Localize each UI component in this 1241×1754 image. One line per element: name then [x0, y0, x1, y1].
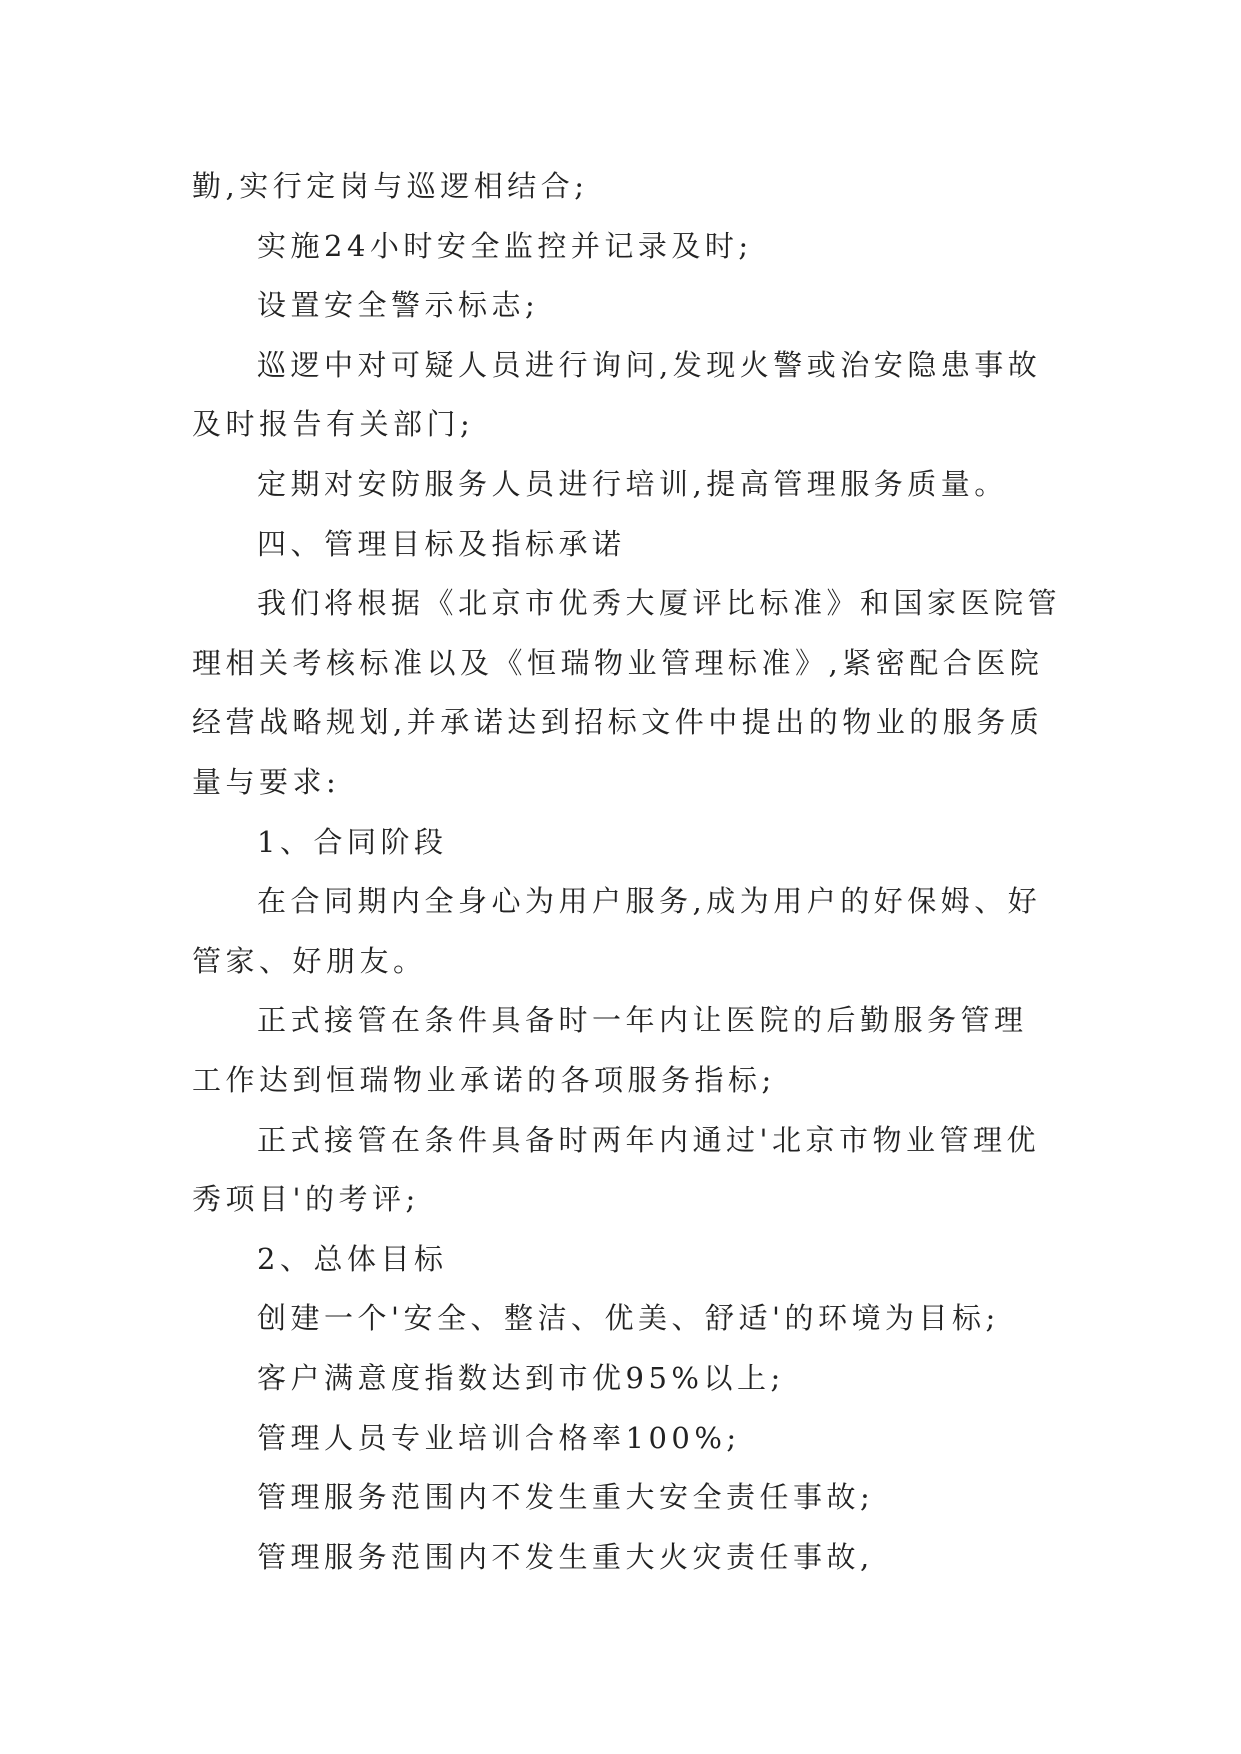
text-line: 管家、好朋友。 [192, 944, 427, 978]
text-line: 秀项目'的考评; [192, 1182, 420, 1216]
text-line: 定期对安防服务人员进行培训,提高管理服务质量。 [257, 467, 1008, 501]
text-line: 经营战略规划,并承诺达到招标文件中提出的物业的服务质 [192, 705, 1044, 739]
text-line: 正式接管在条件具备时一年内让医院的后勤服务管理 [257, 1003, 1028, 1037]
text-line: 勤,实行定岗与巡逻相结合; [192, 169, 589, 203]
section-heading: 四、管理目标及指标承诺 [257, 527, 626, 561]
text-line: 管理人员专业培训合格率100%; [257, 1421, 741, 1455]
subsection-heading: 2、总体目标 [257, 1242, 448, 1276]
text-line: 正式接管在条件具备时两年内通过'北京市物业管理优 [257, 1123, 1040, 1157]
text-line: 量与要求: [192, 765, 341, 799]
text-line: 实施24小时安全监控并记录及时; [257, 229, 753, 263]
text-line: 设置安全警示标志; [257, 288, 540, 322]
text-line: 创建一个'安全、整洁、优美、舒适'的环境为目标; [257, 1301, 1000, 1335]
text-line: 工作达到恒瑞物业承诺的各项服务指标; [192, 1063, 776, 1097]
text-line: 理相关考核标准以及《恒瑞物业管理标准》,紧密配合医院 [192, 646, 1044, 680]
text-line: 我们将根据《北京市优秀大厦评比标准》和国家医院管 [257, 586, 1062, 620]
text-line: 及时报告有关部门; [192, 407, 475, 441]
subsection-heading: 1、合同阶段 [257, 825, 448, 859]
text-line: 管理服务范围内不发生重大火灾责任事故, [257, 1540, 874, 1574]
text-line: 管理服务范围内不发生重大安全责任事故; [257, 1480, 875, 1514]
text-line: 客户满意度指数达到市优95%以上; [257, 1361, 785, 1395]
text-line: 巡逻中对可疑人员进行询问,发现火警或治安隐患事故 [257, 348, 1042, 382]
text-line: 在合同期内全身心为用户服务,成为用户的好保姆、好 [257, 884, 1042, 918]
